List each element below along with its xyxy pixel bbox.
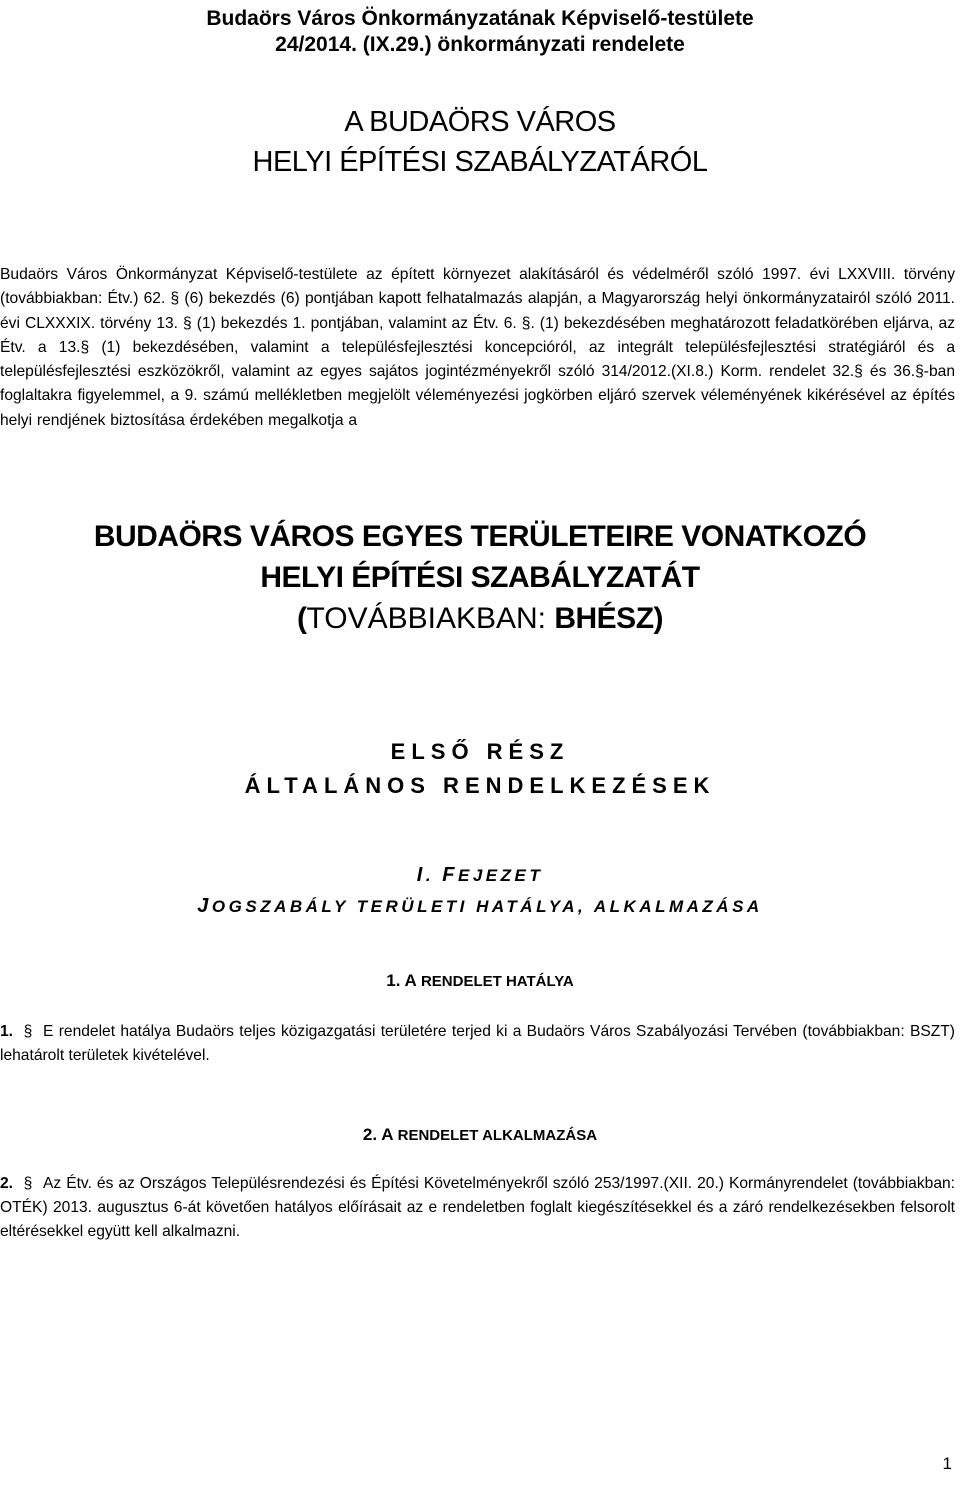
section-2-number: 2. (0, 1175, 14, 1192)
part-heading (0, 735, 960, 803)
regulation-title (0, 102, 960, 182)
chapter-title-first: J (197, 895, 212, 917)
chapter-label-first: F (442, 864, 458, 886)
bhesz-line-1: BUDAÖRS VÁROS EGYES TERÜLETEIRE VONATKOZÓ (93, 520, 867, 553)
section-sign: § (23, 1023, 33, 1040)
page-number: 1 (942, 1454, 952, 1473)
bhesz-paren: ( (296, 602, 307, 635)
chapter-number-rest: . (425, 866, 443, 885)
section-1-text: E rendelet hatálya Budaörs teljes közigazgatási területére terjed ki a Budaörs Város Szabályozási Tervében (továbbiakban: BSZT) lehatárolt területek kivételével. (0, 1023, 955, 1064)
title-line-1: A BUDAÖRS VÁROS (344, 106, 616, 138)
section-2-title-num: 2. (362, 1125, 382, 1144)
section-1-title-first: A (404, 971, 417, 990)
header-line-2: 24/2014. (IX.29.) önkormányzati rendelete (275, 33, 685, 56)
section-1-paragraph (0, 1020, 955, 1068)
section-2-text: Az Étv. és az Országos Településrendezési és Építési Követelményekről szóló 253/1997.(XII. 20.) Kormányrendelet (továbbiakban: OTÉK) 2013. augusztus 6-át követően hatályos előírásait az e rendeletben foglalt kiegészítésekkel és a záró rendelkezésekben felsorolt eltérésekkel együtt kell alkalmazni. (0, 1175, 955, 1240)
section-2-title (0, 1125, 960, 1145)
section-2-title-first: A (381, 1125, 394, 1144)
section-sign: § (23, 1175, 33, 1192)
bhesz-line-3 (0, 598, 960, 639)
section-1-title (0, 971, 960, 991)
section-1-title-num: 1. (386, 971, 405, 990)
chapter-label-rest: EJEZET (457, 866, 544, 885)
bhesz-further: TOVÁBBIAKBAN: (306, 602, 555, 635)
chapter-number-first: I (416, 864, 426, 886)
chapter-title-rest: OGSZABÁLY TERÜLETI HATÁLYA, ALKALMAZÁSA (211, 897, 763, 916)
title-line-2: HELYI ÉPÍTÉSI SZABÁLYZATÁRÓL (252, 146, 708, 178)
chapter-number (0, 860, 960, 891)
document-header (0, 6, 960, 58)
bhesz-heading (0, 516, 960, 639)
section-1-number: 1. (0, 1023, 14, 1040)
section-2-paragraph (0, 1172, 955, 1244)
header-line-1: Budaörs Város Önkormányzatának Képviselő-testülete (206, 7, 754, 30)
part-line-2: ÁLTALÁNOS RENDELKEZÉSEK (244, 773, 716, 798)
preamble-paragraph: Budaörs Város Önkormányzat Képviselő-testülete az épített környezet alakításáról és védelméről szóló 1997. évi LXXVIII. törvény (továbbiakban: Étv.) 62. § (6) bekezdés (6) pontjában kapott felhatalmazás alapján, a Magyarország helyi önkormányzatairól szóló 2011. évi CLXXXIX. törvény 13. § (1) bekezdés 1. pontjában, valamint az Étv. 6. §. (1) bekezdésében meghatározott feladatkörében eljárva, az Étv. a 13.§ (1) bekezdésében, valamint a településfejlesztési koncepcióról, az integrált településfejlesztési stratégiáról és a településfejlesztési eszközökről, valamint az egyes sajátos jogintézményekről szóló 314/2012.(XI.8.) Korm. rendelet 32.§ és 36.§-ban foglaltakra figyelemmel, a 9. számú mellékletben megjelölt véleményezési jogkörben eljáró szervek véleményének kikérésével az építés helyi rendjének biztosítása érdekében megalkotja a (0, 266, 955, 429)
section-1-title-rest: RENDELET HATÁLYA (416, 973, 574, 990)
part-line-1: ELSŐ RÉSZ (390, 739, 570, 764)
section-2-title-rest: RENDELET ALKALMAZÁSA (393, 1127, 598, 1144)
chapter-title (0, 891, 960, 922)
chapter-heading (0, 860, 960, 922)
bhesz-abbrev: BHÉSZ) (554, 602, 664, 635)
bhesz-line-2: HELYI ÉPÍTÉSI SZABÁLYZATÁT (260, 561, 700, 594)
